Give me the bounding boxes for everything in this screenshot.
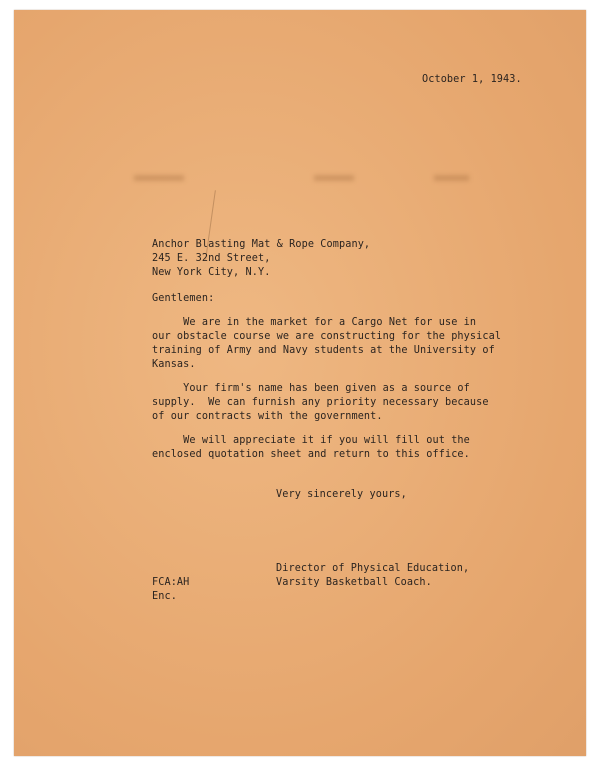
complimentary-close: Very sincerely yours, [276,489,407,500]
salutation: Gentlemen: [152,293,215,304]
paragraph-3-line-2: enclosed quotation sheet and return to this office. [152,449,470,460]
paragraph-3-line-1: We will appreciate it if you will fill out the [152,435,470,446]
paragraph-1-line-4: Kansas. [152,359,196,370]
paragraph-2-line-2: supply. We can furnish any priority necessary because [152,397,489,408]
enclosure-notation: Enc. [152,591,177,602]
recipient-street: 245 E. 32nd Street, [152,253,271,264]
signature-title-line-1: Director of Physical Education, [276,563,470,574]
bleed-through-mark [434,175,469,181]
signature-title-line-2: Varsity Basketball Coach. [276,577,432,588]
paragraph-2-line-3: of our contracts with the government. [152,411,383,422]
letter-page [14,10,586,756]
reference-initials: FCA:AH [152,577,190,588]
recipient-city: New York City, N.Y. [152,267,271,278]
paragraph-1-line-2: our obstacle course we are constructing for the physical [152,331,502,342]
letter-date: October 1, 1943. [422,74,522,85]
paragraph-1-line-3: training of Army and Navy students at the University of [152,345,495,356]
recipient-name: Anchor Blasting Mat & Rope Company, [152,239,371,250]
paragraph-2-line-1: Your firm's name has been given as a source of [152,383,470,394]
bleed-through-mark [134,175,184,181]
paragraph-1-line-1: We are in the market for a Cargo Net for use in [152,317,477,328]
bleed-through-mark [314,175,354,181]
